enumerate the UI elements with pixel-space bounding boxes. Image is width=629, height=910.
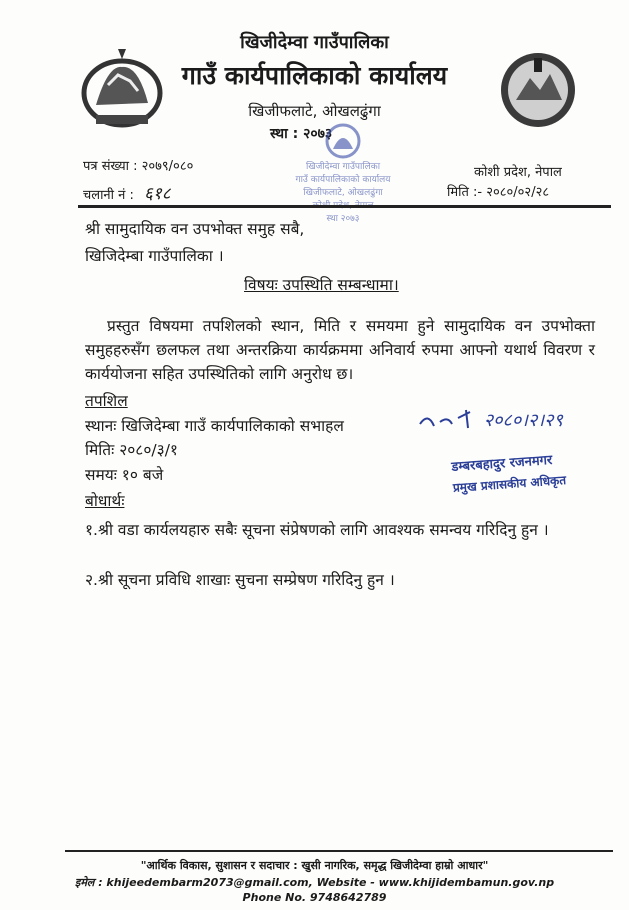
footer-divider (65, 850, 613, 852)
stamp-line-1: खिजीदेम्वा गाउँपालिका (305, 162, 381, 172)
cc-item-1: १.श्री वडा कार्यलयहारु सबैः सूचना संप्रेषणको लागि आवश्यक समन्वय गरिदिनु हुन । (85, 521, 549, 539)
reference-number: पत्र संख्या : २०७९/०८० (83, 159, 194, 174)
cc-heading: बोधार्थः (85, 492, 125, 510)
cc-item-2: २.श्री सूचना प्रविधि शाखाः सुचना सम्प्रेषण गरिदिनु हुन । (85, 571, 395, 589)
officer-name: डम्बरबहादुर रजनमगर (450, 452, 553, 475)
municipality-name: खिजीदेम्वा गाउँपालिका (240, 32, 389, 53)
stamp-emblem-icon (325, 123, 361, 159)
recipient-line-2: खिजिदेम्बा गाउँपालिका । (85, 247, 224, 265)
footer-phone: Phone No. 9748642789 (242, 891, 387, 904)
footer-contact: इमेल : khijeedembarm2073@gmail.com, Website - www.khijidembamun.gov.np (74, 876, 555, 889)
officer-title: प्रमुख प्रशासकीय अधिकृत (452, 473, 567, 495)
letter-date: मिति :- २०८०/०२/२८ (447, 185, 550, 200)
signature-scribble-icon (418, 408, 478, 434)
stamp-line-2: गाउँ कार्यपालिकाको कार्यालय (295, 175, 391, 185)
recipient-line-1: श्री सामुदायिक वन उपभोक्त समुह सबै, (85, 220, 305, 238)
details-heading: तपशिल (85, 392, 128, 410)
dispatch-label: चलानी नं : (83, 188, 134, 203)
stamp-line-5: स्था २०७३ (326, 214, 360, 224)
office-address: खिजीफलाटे, ओखलढुंगा (248, 102, 381, 120)
stamp-line-3: खिजीफलाटे, ओखलढुंगा (303, 188, 383, 198)
officer-stamp (451, 449, 567, 496)
handwritten-signature (418, 408, 563, 434)
subject-line: विषयः उपस्थिति सम्बन्धामा। (244, 276, 399, 294)
meeting-place: स्थानः खिजिदेम्बा गाउँ कार्यपालिकाको सभाहल (85, 417, 344, 435)
footer-slogan: "आर्थिक विकास, सुशासन र सदाचार : खुसी नागरिक, समृद्ध खिजीदेम्वा हाम्रो आधार" (140, 859, 489, 872)
header-divider (78, 205, 611, 208)
office-stamp (283, 123, 403, 228)
signature-date: २०८०।२।२९ (483, 410, 563, 431)
meeting-date: मितिः २०८०/३/१ (85, 441, 178, 459)
meeting-time: समयः १० बजे (85, 466, 164, 484)
province-label: कोशी प्रदेश, नेपाल (474, 165, 562, 180)
letter-body: प्रस्तुत विषयमा तपशिलको स्थान, मिति र समयमा हुने सामुदायिक वन उपभोक्ता समुहहरुसँग छलफल तथा अन्तरक्रिया कार्यक्रममा अनिवार्य रुपमा आफ्नो यथार्थ विवरण र कार्ययोजना सहित उपस्थितिको लागि अनुरोध छ। (85, 317, 595, 383)
dispatch-number: ६१८ (144, 184, 171, 204)
office-title: गाउँ कार्यपालिकाको कार्यालय (181, 61, 448, 90)
dispatch-number-row (83, 181, 171, 204)
established-year: स्था : २०७३ (270, 126, 333, 142)
